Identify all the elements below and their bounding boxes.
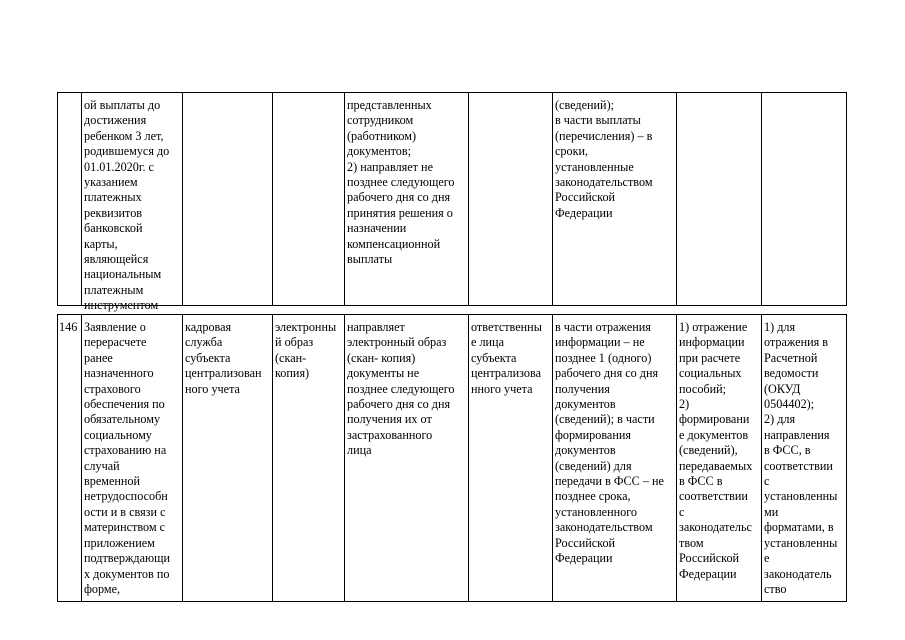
purpose-text: 1) для отражения в Расчетной ведомости (ОКУД 0504402); 2) для направления в ФСС, в соответствии с установленны ми форматами, в установленны е законодатель ство [764,320,838,596]
action-cell [345,92,469,306]
document-format-cell [273,314,345,602]
usage-cell [677,314,762,602]
deadline-cell [553,92,677,306]
deadline-text: в части отражения информации – не позднее 1 (одного) рабочего дня со дня получения документов (сведений); в части формирования документов (сведений) для передачи в ФСС – не позднее срока, установленного законодательством Российской Федерации [555,320,664,566]
document-name: ой выплаты до достижения ребенком 3 лет, родившемуся до 01.01.2020г. с указанием платежных реквизитов банковской карты, являющейся национальным платежным инструментом [84,98,170,313]
usage-cell [677,92,762,306]
receiver-text: ответственны е лица субъекта централизова нного учета [471,320,542,396]
action-cell [345,314,469,602]
usage-text: 1) отражение информации при расчете социальных пособий; 2) формировани е документов (сведений), передаваемых в ФСС в соответствии с законодательс твом Российской Федерации [679,320,753,581]
document-name-cell [82,92,183,313]
row-number-cell [57,314,82,602]
row-number-cell [57,92,82,306]
deadline-text: (сведений); в части выплаты (перечисления) – в сроки, установленные законодательством Российской Федерации [555,98,653,220]
document-format-cell [273,92,345,306]
action-text: представленных сотрудником (работником) документов; 2) направляет не позднее следующего рабочего дня со дня принятия решения о назначении компенсационной выплаты [347,98,455,267]
receiver-cell [469,92,553,306]
purpose-cell [762,92,847,306]
table-row [57,314,847,602]
document-name-cell [82,314,183,602]
document-format: электронны й образ (скан- копия) [275,320,337,381]
deadline-cell [553,314,677,602]
responsible-unit-cell [183,314,273,602]
responsible-unit: кадровая служба субъекта централизован ного учета [185,320,262,396]
row-number: 146 [59,320,78,334]
table-row [57,92,847,313]
document-name: Заявление о перерасчете ранее назначенного страхового обеспечения по обязательному социальному страхованию на случай временной нетрудоспособн ости и в связи с материнством с приложением подтверждающи х документов по форме, [84,320,171,596]
responsible-unit-cell [183,92,273,306]
action-text: направляет электронный образ (скан- копия) документы не позднее следующего рабочего дня со дня получения их от застрахованного лица [347,320,455,458]
purpose-cell [762,314,847,602]
receiver-cell [469,314,553,602]
